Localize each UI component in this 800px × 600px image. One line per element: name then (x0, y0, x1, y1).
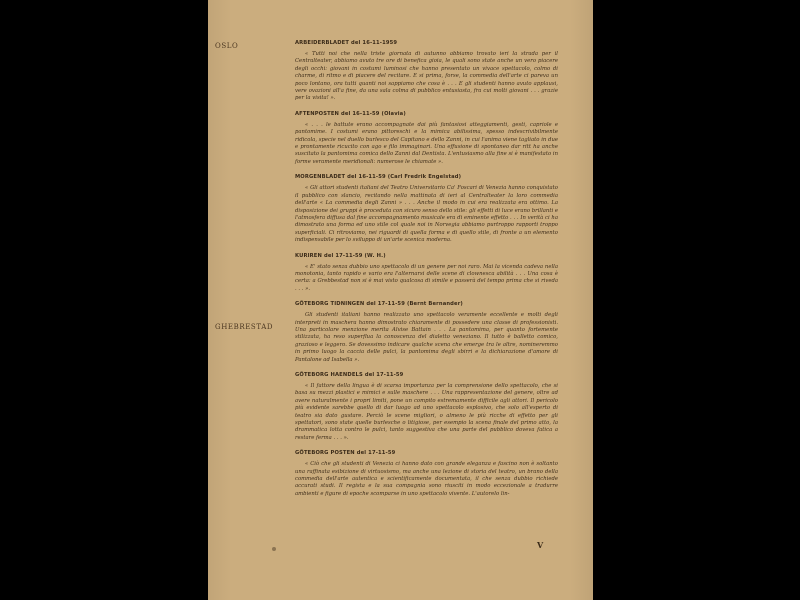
review-text: « E' stato senza dubbio uno spettacolo di un genere per noi raro. Mai la vicenda cadeva nella monotonia, tanto rapido e vario era l'alternarsi delle scene di clownesca abilità . . . Una cosa è certa: a Grebbestad non si è mai visto qualcosa di simile e passerà del tempo prima che si riveda . . . ». (295, 263, 558, 292)
newspaper-name: GÖTEBORG POSTEN (295, 450, 355, 457)
newspaper-name: MORGENBLADET (295, 174, 346, 181)
review-entry (295, 372, 558, 442)
review-text: Gli studenti italiani hanno realizzato uno spettacolo veramente eccellente e molti degli interpreti in maschera hanno dimostrato chiaramente di possedere una classe di professionisti. Una particolare menzione merita Alvise Battain . . . La pantomima, per quanto fortemente stilizzata, ha reso superflua la conoscenza del dialetto veneziano. Il tutto è balletto comico, grazioso e leggero. Se dovessimo indicare qualche scena che emerge tra le altre, nomineremmo in primo luogo la caccia delle pulci, la pantomima degli sbirri e la dichiarazione d'amore di Pantalone ad Isabella ». (295, 312, 558, 363)
newspaper-name: AFTENPOSTEN (295, 110, 340, 117)
city-label-oslo: OSLO (215, 42, 239, 50)
newspaper-name: ARBEIDERBLADET (295, 40, 350, 46)
entry-date: del 17-11-59 (364, 372, 404, 378)
entry-heading (295, 111, 558, 117)
review-entry (295, 253, 558, 294)
review-text: « . . . le battute erano accompagnate dai più fantasiosi atteggiamenti, gesti, capriole e pantomime. I costumi erano pittoreschi e la mimica abilissima, spesso indescrivibilmente ridicola, specie nel duello burlesco del Capitano e dello Zanni, in cui l'anima viene tagliato in due e prontamente ricucito con ago e filo immaginari. Una effusione di spontaneo dar ritt ha anche suscitato la pantomima comica dello Zanni dal Dentista. L'entusiasmo alla fine si è manifestato in forme veramente meridionali: numerose le chiamate ». (295, 121, 558, 165)
entry-date: del 17-11-59 (356, 450, 396, 457)
review-entry (295, 450, 558, 498)
review-column (295, 40, 558, 506)
city-label-ghebrestad: GHEBRESTAD (215, 323, 274, 331)
entry-heading (295, 372, 558, 378)
entry-author: (W. H.) (364, 252, 386, 259)
review-entry (295, 40, 558, 103)
review-text: « Gli attori studenti italiani del Teatro Universitario Ca' Foscari di Venezia hanno conquistato il pubblico con slancio, recitando nella mattinata di ieri al Centralteater la loro commedia dell'arte « La commedia degli Zanni » . . . Anche il modo in cui era realizzata era ottimo. La disposizione dei gruppi è proceduta con sicuro senso dello stile: gli effetti di luce erano brillanti e l'atmosfera diffusa dal fine accompagnamento musicale era di eminente effetto . . . In verità ci ha dimostrato una forma ed uno stile col quale noi in Norvegia abbiamo purtroppo rapporti troppo superficiali. Ci ritroviamo, nei riguardi di quella forma e di quello stile, di fronte a un elemento indispensabile per lo sviluppo di un'arte scenica moderna. (295, 185, 558, 244)
entry-heading (295, 450, 558, 456)
entry-heading (295, 40, 558, 46)
page-number: V (537, 540, 544, 550)
entry-heading (295, 174, 558, 180)
punch-hole-mark (272, 547, 276, 551)
review-entry (295, 174, 558, 244)
entry-author: (Carl Fredrik Engelstad) (387, 174, 462, 181)
entry-date: del 16-11-1959 (351, 40, 398, 46)
document-page (208, 0, 593, 600)
entry-date: del 17-11-59 (323, 252, 363, 259)
entry-heading (295, 253, 558, 259)
entry-author: (Bernt Bernander) (406, 301, 463, 308)
entry-date: del 16-11-59 (340, 110, 380, 117)
review-text: « Tutti noi che nella triste giornata di autunno abbiamo trovato ieri la strada per il Centralteater, abbiamo avuto tre ore di benefica gioia, le quali sono state anche un vero piacere degli occhi: giovani in costumi luminosi che hanno presentato un vivace spettacolo, colmo di charme, di ritmo e di piacere del recitare. E si prima, forse, la commedia dell'arte ci pareva un poco lontano, ora tutti quanti noi sappiamo che cosa è . . . E gli studenti hanno avuto applausi, vere ovazioni all'a fine, da una sala colma di pubblico entusiasta, fra cui molti giovani . . . grazie per la visita! ». (295, 51, 558, 102)
review-entry (295, 301, 558, 364)
newspaper-name: GÖTEBORG TIDNINGEN (295, 301, 365, 308)
entry-author: (Olavia) (381, 110, 406, 117)
entry-heading (295, 301, 558, 307)
newspaper-name: KURIREN (295, 252, 322, 259)
entry-date: del 16-11-59 (347, 174, 386, 181)
review-text: « Il fattore della lingua è di scarsa importanza per la comprensione dello spettacolo, che si basa su mezzi plastici e mimici e sulle maschere . . . Una rappresentazione del genere, oltre ad avere naturalmente i propri limiti, pone un compito estremamente difficile agli attori. Il pericolo più evidente sarebbe quello di dar luogo ad uno spettacolo esplosivo, che solo all'esperto di teatro sia dato gustare. Perciò le scene migliori, o almeno le più ricche di effetto per gli spettatori, sono state quelle burlesche o litigiose, per esempio la scena finale del primo atto, la drammatica lotta contro le pulci, tanto suggestiva che una parte del pubblico doveva fatica a restare ferma . . . ». (295, 383, 558, 441)
newspaper-name: GÖTEBORG HAENDELS (295, 372, 363, 378)
entry-date: del 17-11-59 (366, 301, 405, 308)
review-text: « Ciò che gli studenti di Venezia ci hanno dato con grande eleganza e fascino non è soltanto una raffinata esibizione di virtuosismo, ma anche una lezione di storia del teatro, un brano della commedia dell'arte autentica e scientificamente documentata, il che senza dubbio richiede accurati studi. Il regista e la sua compagnia sono riusciti in modo eccezionale a tradurre ambienti e figure di epoche scomparse in uno spettacolo vivente. L'autorelo lin- (295, 461, 558, 497)
review-entry (295, 111, 558, 166)
